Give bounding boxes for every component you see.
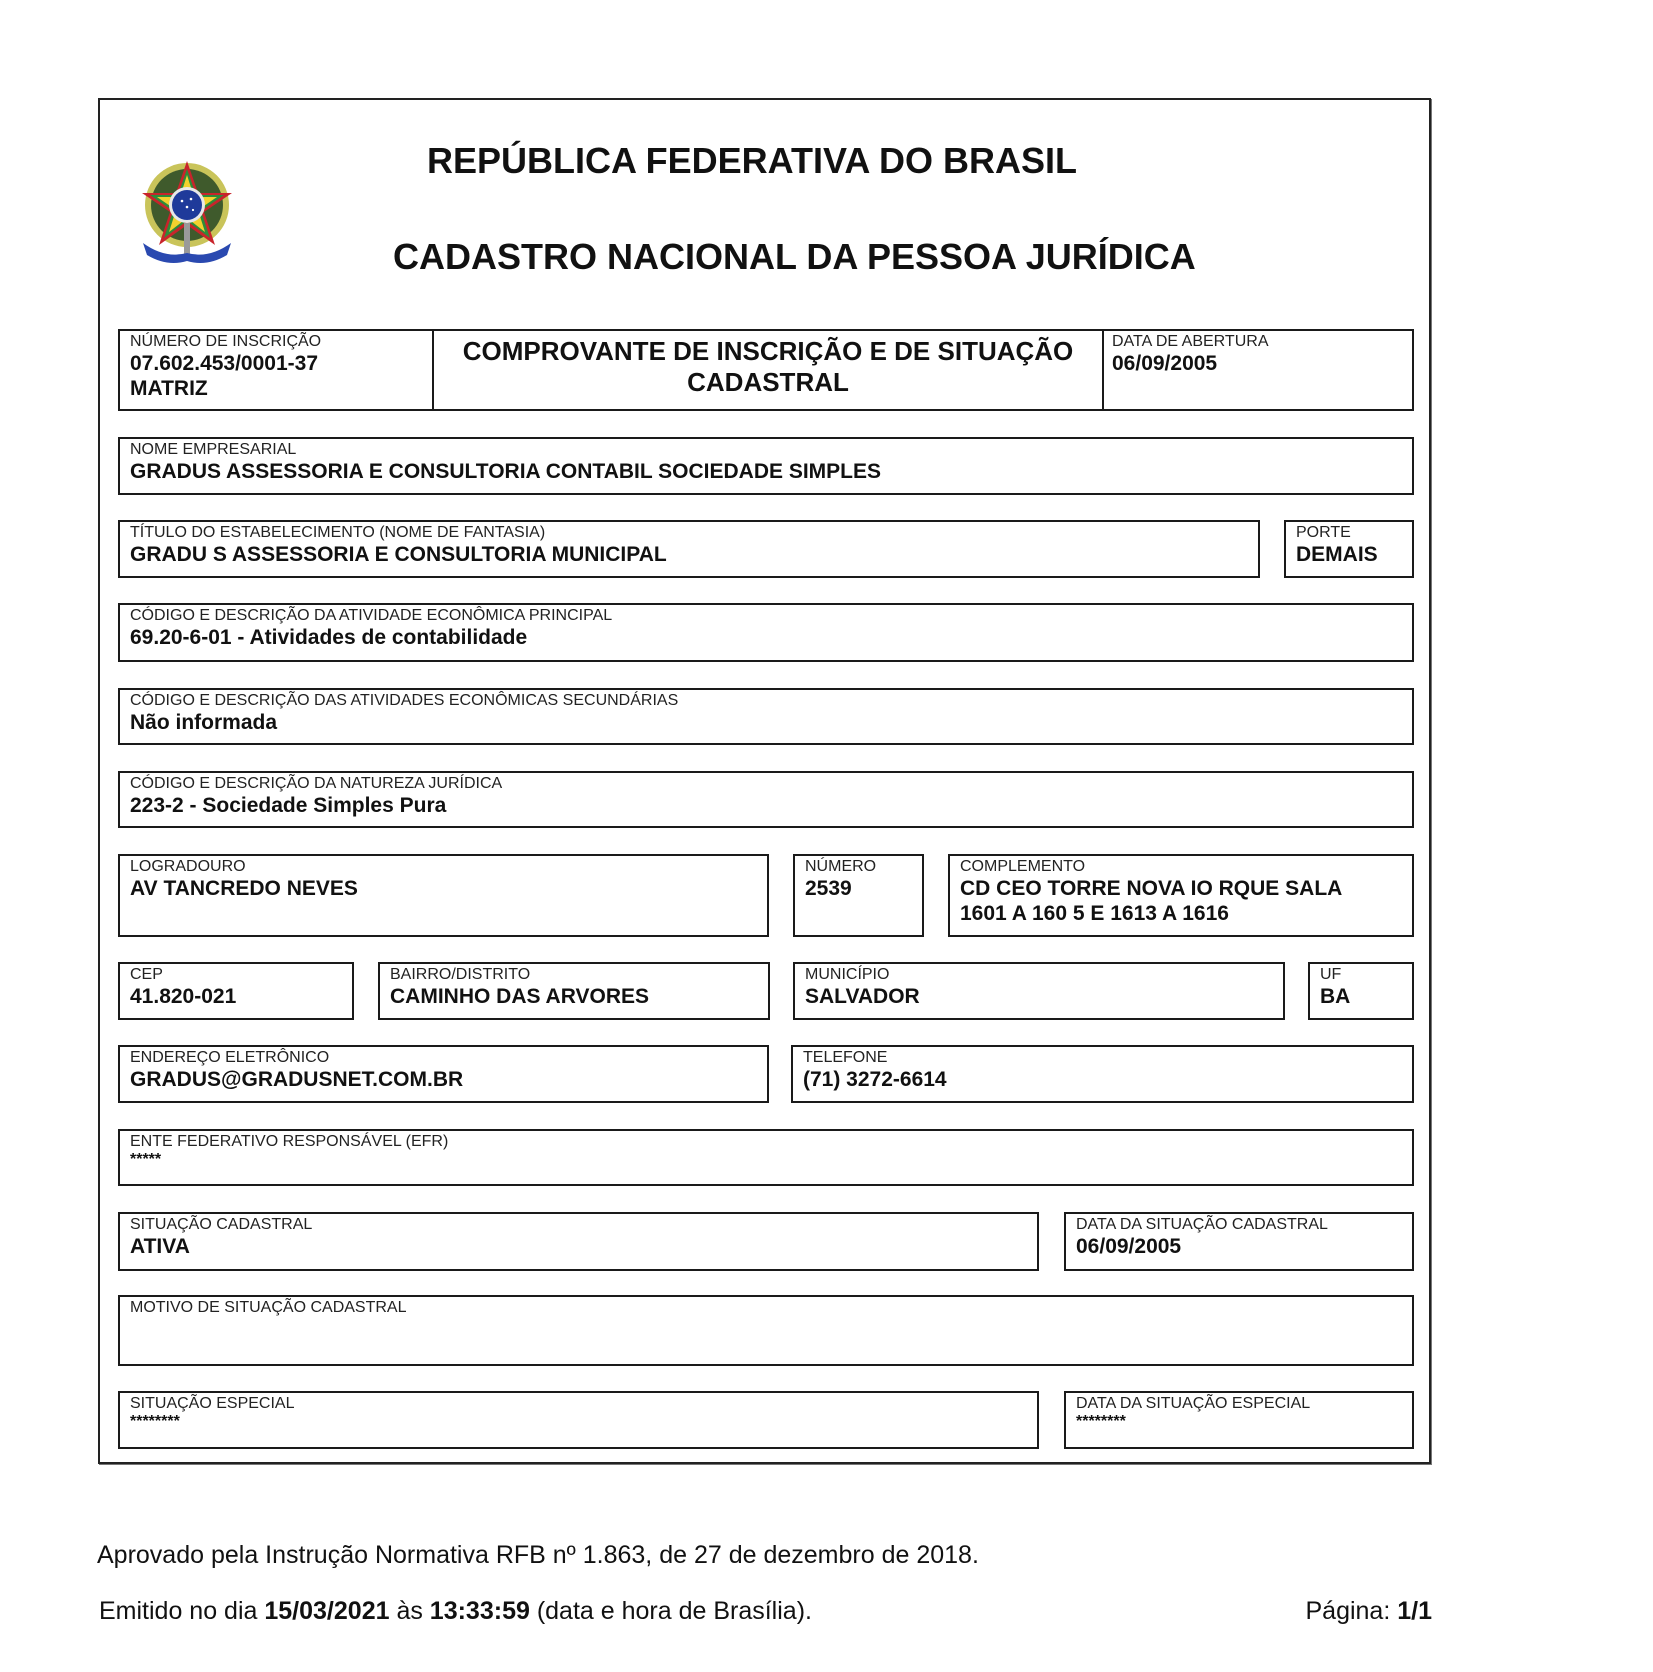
field-value-line2: 1601 A 160 5 E 1613 A 1616	[960, 902, 1229, 925]
field-label: NÚMERO	[805, 858, 877, 875]
field-value: BA	[1320, 985, 1351, 1008]
field-value: ********	[130, 1413, 180, 1430]
field-label: CÓDIGO E DESCRIÇÃO DA NATUREZA JURÍDICA	[130, 775, 503, 792]
field-numero-inscricao	[118, 329, 434, 411]
field-value: 06/09/2005	[1112, 352, 1218, 375]
field-telefone	[791, 1045, 1414, 1103]
field-label: COMPLEMENTO	[960, 858, 1086, 875]
field-nome-fantasia	[118, 520, 1260, 578]
field-label: LOGRADOURO	[130, 858, 246, 875]
field-cep	[118, 962, 354, 1020]
field-label: NOME EMPRESARIAL	[130, 441, 297, 458]
page-subtitle: CADASTRO NACIONAL DA PESSOA JURÍDICA	[393, 236, 1196, 277]
document-title-line2: CADASTRAL	[687, 367, 849, 397]
field-value: 69.20-6-01 - Atividades de contabilidade	[130, 626, 528, 649]
field-complemento	[948, 854, 1414, 937]
field-nome-empresarial	[118, 437, 1414, 495]
field-label: SITUAÇÃO CADASTRAL	[130, 1216, 313, 1233]
field-label: TELEFONE	[803, 1049, 888, 1066]
page-value: 1/1	[1397, 1597, 1432, 1625]
field-value: 06/09/2005	[1076, 1235, 1182, 1258]
document-title	[432, 329, 1104, 411]
field-label: ENTE FEDERATIVO RESPONSÁVEL (EFR)	[130, 1133, 449, 1150]
status-badge: ATIVA	[130, 1235, 190, 1258]
field-label: DATA DA SITUAÇÃO CADASTRAL	[1076, 1216, 1328, 1233]
field-label: NÚMERO DE INSCRIÇÃO	[130, 333, 322, 350]
field-efr	[118, 1129, 1414, 1186]
issued-timestamp	[99, 1597, 812, 1626]
field-atividades-secundarias	[118, 688, 1414, 745]
field-label: CEP	[130, 966, 163, 983]
issued-time: 13:33:59	[429, 1597, 530, 1625]
field-data-situacao-especial	[1064, 1391, 1414, 1449]
field-label: SITUAÇÃO ESPECIAL	[130, 1395, 295, 1412]
field-bairro	[378, 962, 770, 1020]
field-natureza-juridica	[118, 771, 1414, 828]
field-numero	[793, 854, 924, 937]
field-label: CÓDIGO E DESCRIÇÃO DA ATIVIDADE ECONÔMICA PRINCIPAL	[130, 607, 613, 624]
page-number	[1305, 1597, 1432, 1626]
field-municipio	[793, 962, 1285, 1020]
field-atividade-principal	[118, 603, 1414, 662]
field-label: MUNICÍPIO	[805, 966, 890, 983]
field-data-situacao-cadastral	[1064, 1212, 1414, 1271]
field-email	[118, 1045, 769, 1103]
field-label: CÓDIGO E DESCRIÇÃO DAS ATIVIDADES ECONÔMICAS SECUNDÁRIAS	[130, 692, 679, 709]
field-data-abertura	[1102, 329, 1414, 411]
document-title-line1: COMPROVANTE DE INSCRIÇÃO E DE SITUAÇÃO	[462, 336, 1074, 366]
field-value: GRADUS ASSESSORIA E CONSULTORIA CONTABIL SOCIEDADE SIMPLES	[130, 460, 882, 483]
field-uf	[1308, 962, 1414, 1020]
field-value-type: MATRIZ	[130, 377, 208, 400]
issued-prefix: Emitido no dia	[99, 1597, 265, 1625]
field-label: ENDEREÇO ELETRÔNICO	[130, 1049, 330, 1066]
field-value: CAMINHO DAS ARVORES	[390, 985, 650, 1008]
field-value: 2539	[805, 877, 852, 900]
field-value: 07.602.453/0001-37	[130, 352, 319, 375]
field-situacao-cadastral	[118, 1212, 1039, 1271]
field-label: PORTE	[1296, 524, 1351, 541]
field-value: (71) 3272-6614	[803, 1068, 947, 1091]
field-label: BAIRRO/DISTRITO	[390, 966, 531, 983]
field-logradouro	[118, 854, 769, 937]
approval-note: Aprovado pela Instrução Normativa RFB nº 1.863, de 27 de dezembro de 2018.	[97, 1541, 979, 1569]
brazil-coat-of-arms-icon	[135, 155, 239, 269]
field-value: 41.820-021	[130, 985, 237, 1008]
field-label: DATA DE ABERTURA	[1112, 333, 1269, 350]
field-value: ********	[1076, 1413, 1126, 1430]
field-porte	[1284, 520, 1414, 578]
field-label: UF	[1320, 966, 1342, 983]
field-value: SALVADOR	[805, 985, 920, 1008]
field-value: GRADU S ASSESSORIA E CONSULTORIA MUNICIPAL	[130, 543, 667, 566]
field-label: TÍTULO DO ESTABELECIMENTO (NOME DE FANTASIA)	[130, 524, 546, 541]
page-title: REPÚBLICA FEDERATIVA DO BRASIL	[427, 140, 1078, 181]
field-value: *****	[130, 1151, 162, 1168]
field-value: GRADUS@GRADUSNET.COM.BR	[130, 1068, 464, 1091]
field-value: AV TANCREDO NEVES	[130, 877, 358, 900]
field-value: Não informada	[130, 711, 278, 734]
issued-date: 15/03/2021	[264, 1597, 390, 1625]
issued-mid: às	[389, 1597, 430, 1625]
issued-suffix: (data e hora de Brasília).	[529, 1597, 812, 1625]
field-label: DATA DA SITUAÇÃO ESPECIAL	[1076, 1395, 1311, 1412]
field-situacao-especial	[118, 1391, 1039, 1449]
field-value: CD CEO TORRE NOVA IO RQUE SALA	[960, 877, 1343, 900]
page-label: Página:	[1305, 1597, 1398, 1625]
field-label: MOTIVO DE SITUAÇÃO CADASTRAL	[130, 1299, 407, 1316]
field-value: DEMAIS	[1296, 543, 1378, 566]
field-value: 223-2 - Sociedade Simples Pura	[130, 794, 447, 817]
field-motivo-situacao	[118, 1295, 1414, 1366]
